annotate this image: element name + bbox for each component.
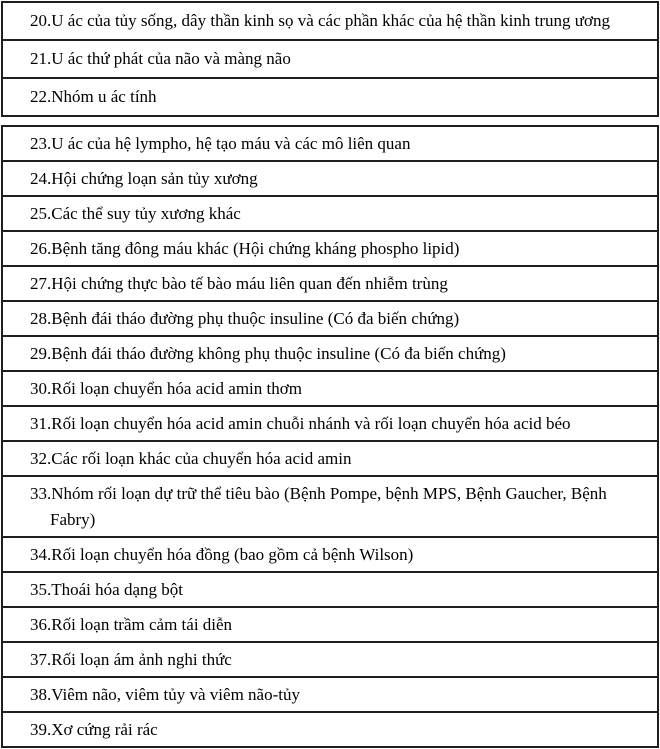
table-row: 33.Nhóm rối loạn dự trữ thể tiêu bào (Bệnh Pompe, bệnh MPS, Bệnh Gaucher, Bệnh Fabry) <box>3 475 657 536</box>
table-row: 21.U ác thứ phát của não và màng não <box>3 39 657 77</box>
table-row: 30.Rối loạn chuyển hóa acid amin thơm <box>3 370 657 405</box>
table-row: 26.Bệnh tăng đông máu khác (Hội chứng kháng phospho lipid) <box>3 230 657 265</box>
table-row: 20.U ác của tủy sống, dây thần kinh sọ và các phần khác của hệ thần kinh trung ương <box>30 11 610 30</box>
table-row: 29.Bệnh đái tháo đường không phụ thuộc insuline (Có đa biến chứng) <box>3 335 657 370</box>
table-section-gap <box>0 117 660 125</box>
table-row: 31.Rối loạn chuyển hóa acid amin chuỗi nhánh và rối loạn chuyển hóa acid béo <box>3 405 657 440</box>
table-row: 38.Viêm não, viêm tủy và viêm não-tủy <box>3 676 657 711</box>
table-row: 24.Hội chứng loạn sản tủy xương <box>3 160 657 195</box>
table-row: 32.Các rối loạn khác của chuyển hóa acid amin <box>3 440 657 475</box>
table-row: 37.Rối loạn ám ảnh nghi thức <box>3 641 657 676</box>
table-row: 35.Thoái hóa dạng bột <box>3 571 657 606</box>
table-row: 22.Nhóm u ác tính <box>3 77 657 115</box>
table-row: 39.Xơ cứng rải rác <box>3 711 657 746</box>
table-row: 36.Rối loạn trầm cảm tái diễn <box>3 606 657 641</box>
table-row: 25.Các thể suy tủy xương khác <box>3 195 657 230</box>
disease-list-table-lower <box>1 125 659 748</box>
table-row: 34.Rối loạn chuyển hóa đồng (bao gồm cả bệnh Wilson) <box>3 536 657 571</box>
table-row: 27.Hội chứng thực bào tế bào máu liên quan đến nhiễm trùng <box>3 265 657 300</box>
table-row: 28.Bệnh đái tháo đường phụ thuộc insuline (Có đa biến chứng) <box>3 300 657 335</box>
disease-list-table-upper <box>1 1 659 117</box>
table-row: 23.U ác của hệ lympho, hệ tạo máu và các mô liên quan <box>30 133 411 153</box>
